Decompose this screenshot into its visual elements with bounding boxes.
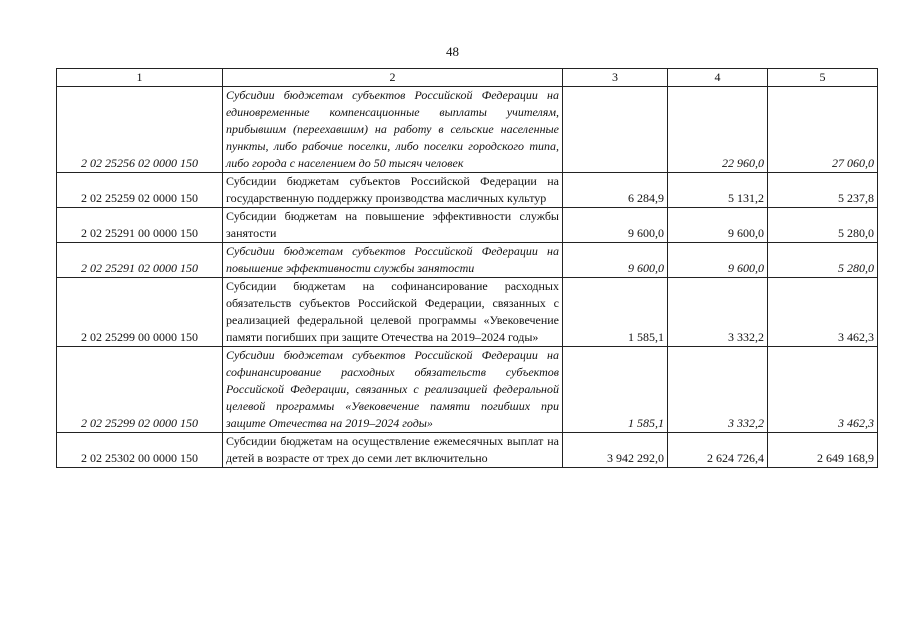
- budget-code-cell: 2 02 25302 00 0000 150: [57, 433, 223, 468]
- value-col3-cell: 1 585,1: [563, 278, 668, 347]
- value-col3-cell: [563, 87, 668, 173]
- description-cell: Субсидии бюджетам субъектов Российской Федерации на единовременные компенсационные выплаты учителям, прибывшим (переехавшим) на работу в сельские населенные пункты, либо рабочие поселки, либо поселки городского типа, либо города с населением до 50 тысяч человек: [223, 87, 563, 173]
- value-col5-cell: 3 462,3: [768, 347, 878, 433]
- budget-code-cell: 2 02 25291 00 0000 150: [57, 208, 223, 243]
- table-row: [57, 433, 878, 468]
- budget-code-cell: 2 02 25299 02 0000 150: [57, 347, 223, 433]
- description-cell: Субсидии бюджетам субъектов Российской Федерации на государственную поддержку производства масличных культур: [223, 173, 563, 208]
- value-col4-cell: 3 332,2: [668, 278, 768, 347]
- description-cell: Субсидии бюджетам субъектов Российской Федерации на повышение эффективности службы занятости: [223, 243, 563, 278]
- value-col5-cell: 27 060,0: [768, 87, 878, 173]
- description-cell: Субсидии бюджетам на повышение эффективности службы занятости: [223, 208, 563, 243]
- value-col3-cell: 9 600,0: [563, 243, 668, 278]
- budget-code-cell: 2 02 25299 00 0000 150: [57, 278, 223, 347]
- value-col4-cell: 5 131,2: [668, 173, 768, 208]
- budget-table: [56, 68, 878, 468]
- header-row: [57, 69, 878, 87]
- table-row: [57, 173, 878, 208]
- value-col3-cell: 6 284,9: [563, 173, 668, 208]
- budget-code-cell: 2 02 25259 02 0000 150: [57, 173, 223, 208]
- budget-code-cell: 2 02 25256 02 0000 150: [57, 87, 223, 173]
- table-row: [57, 243, 878, 278]
- value-col5-cell: 2 649 168,9: [768, 433, 878, 468]
- description-cell: Субсидии бюджетам субъектов Российской Федерации на софинансирование расходных обязательств субъектов Российской Федерации, связанных с реализацией федеральной целевой программы «Увековечение памяти погибших при защите Отечества на 2019–2024 годы»: [223, 347, 563, 433]
- table-row: [57, 208, 878, 243]
- value-col5-cell: 3 462,3: [768, 278, 878, 347]
- value-col3-cell: 9 600,0: [563, 208, 668, 243]
- table-row: [57, 87, 878, 173]
- value-col4-cell: 9 600,0: [668, 243, 768, 278]
- value-col5-cell: 5 280,0: [768, 243, 878, 278]
- value-col5-cell: 5 280,0: [768, 208, 878, 243]
- table-row: [57, 347, 878, 433]
- description-cell: Субсидии бюджетам на софинансирование расходных обязательств субъектов Российской Федерации, связанных с реализацией федеральной целевой программы «Увековечение памяти погибших при защите Отечества на 2019–2024 годы»: [223, 278, 563, 347]
- value-col4-cell: 3 332,2: [668, 347, 768, 433]
- column-header-3: 3: [563, 69, 668, 87]
- column-header-2: 2: [223, 69, 563, 87]
- column-header-5: 5: [768, 69, 878, 87]
- table-row: [57, 278, 878, 347]
- value-col4-cell: 9 600,0: [668, 208, 768, 243]
- value-col4-cell: 22 960,0: [668, 87, 768, 173]
- column-header-1: 1: [57, 69, 223, 87]
- value-col5-cell: 5 237,8: [768, 173, 878, 208]
- page-number: 48: [446, 44, 459, 59]
- value-col4-cell: 2 624 726,4: [668, 433, 768, 468]
- column-header-4: 4: [668, 69, 768, 87]
- value-col3-cell: 3 942 292,0: [563, 433, 668, 468]
- description-cell: Субсидии бюджетам на осуществление ежемесячных выплат на детей в возрасте от трех до семи лет включительно: [223, 433, 563, 468]
- value-col3-cell: 1 585,1: [563, 347, 668, 433]
- budget-code-cell: 2 02 25291 02 0000 150: [57, 243, 223, 278]
